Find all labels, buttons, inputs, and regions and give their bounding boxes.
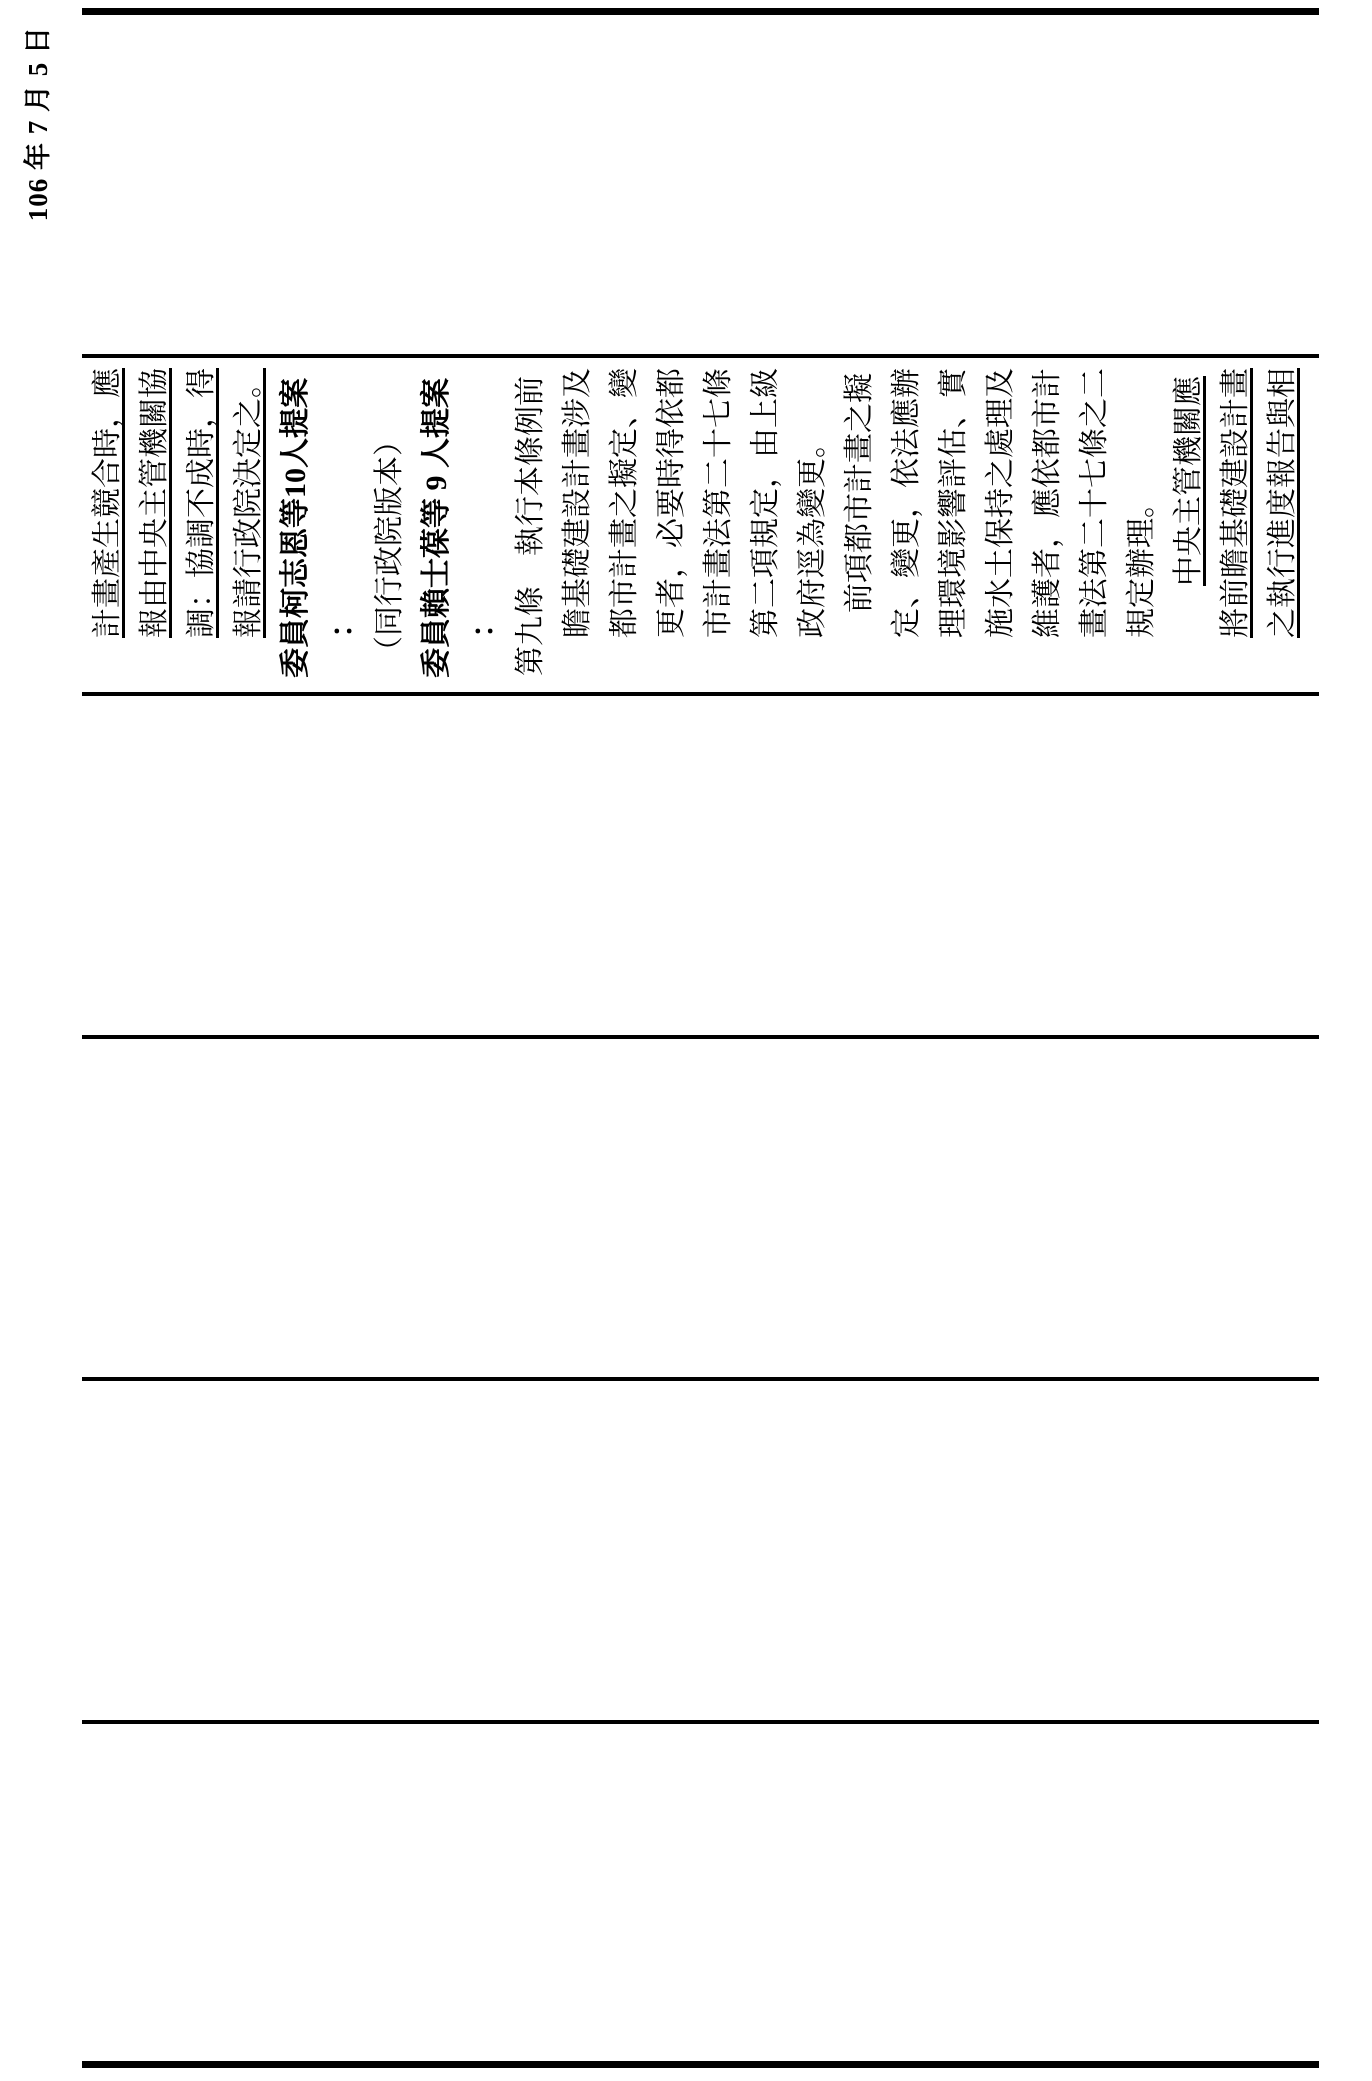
text-line: 前項都市計畫之擬 <box>843 373 876 613</box>
text-line: 將前瞻基礎建設計畫 <box>1219 368 1252 638</box>
text-line: 報請行政院決定之。 <box>232 368 265 638</box>
text-line: （同行政院版本） <box>373 426 406 666</box>
text-line: 委員賴士葆等 9 人提案 <box>420 378 453 678</box>
text-line: 計畫產生競合時，應 <box>91 368 124 638</box>
text-line: 更者，必要時得依都 <box>655 368 688 638</box>
text-line: 政府逕為變更。 <box>796 428 829 638</box>
text-line: 理環境影響評估、實 <box>937 368 970 638</box>
text-line: 瞻基礎建設計畫涉及 <box>561 368 594 638</box>
bill-text-cell <box>82 358 1306 692</box>
table-column-1 <box>82 1720 1319 2061</box>
text-line: 報由中央主管機關協 <box>138 368 171 638</box>
text-line: ： <box>467 608 500 638</box>
text-line: 維護者，應依都市計 <box>1031 368 1064 638</box>
table-column-2 <box>82 1377 1319 1720</box>
text-line: 都市計畫之擬定、變 <box>608 368 641 638</box>
text-line: 第二項規定，由上級 <box>749 368 782 638</box>
text-line: 定、變更，依法應辦 <box>890 368 923 638</box>
text-line: 畫法第二十七條之二 <box>1078 368 1111 638</box>
text-line: 施水土保持之處理及 <box>984 368 1017 638</box>
table-column-6 <box>82 15 1319 354</box>
text-line: 規定辦理。 <box>1125 488 1158 638</box>
text-line: 調：協調不成時，得 <box>185 368 218 638</box>
text-line: ： <box>326 608 359 638</box>
table-column-3 <box>82 1035 1319 1377</box>
text-line: 之執行進度報告與相 <box>1266 368 1299 638</box>
table-column-5 <box>82 354 1319 692</box>
table-column-4 <box>82 692 1319 1035</box>
bill-comparison-table <box>82 8 1319 2068</box>
text-line: 市計畫法第二十七條 <box>702 368 735 638</box>
text-line: 委員柯志恩等10人提案 <box>279 378 312 678</box>
date-stamp: 106 年 7 月 5 日 <box>23 26 53 222</box>
text-line: 中央主管機關應 <box>1172 376 1205 586</box>
text-line: 第九條 執行本條例前 <box>514 376 547 676</box>
